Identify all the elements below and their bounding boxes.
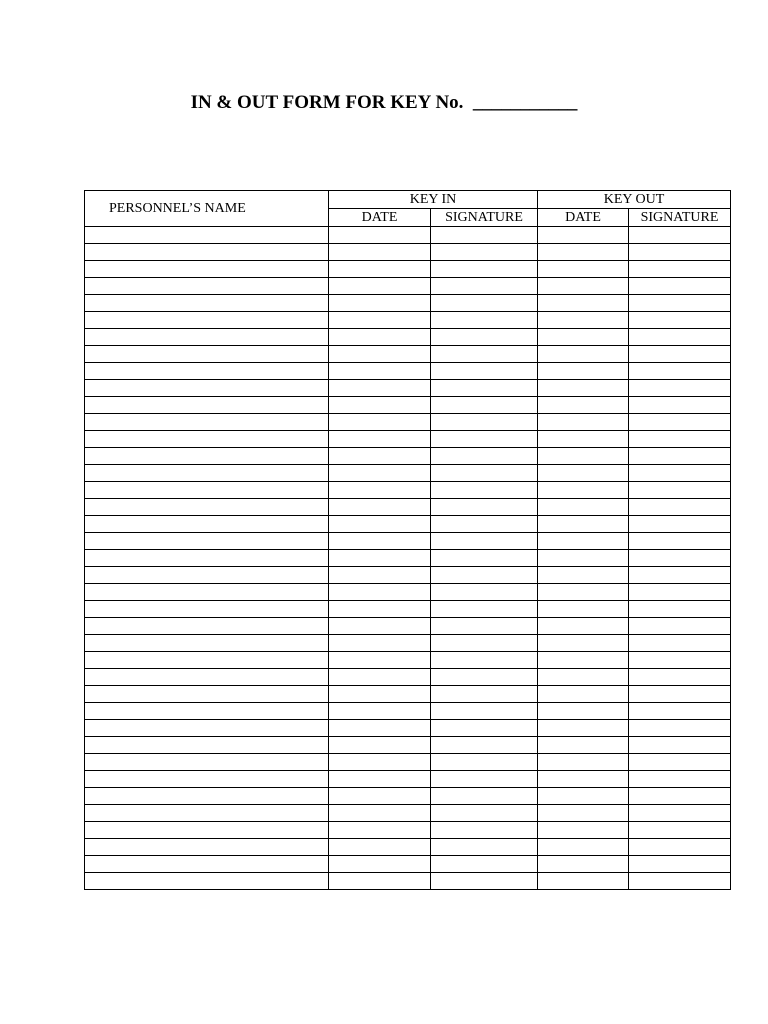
table-row [85,380,731,397]
key-in-signature-cell[interactable] [431,227,538,244]
personnel-name-cell[interactable] [85,839,329,856]
key-in-signature-cell[interactable] [431,635,538,652]
personnel-name-cell[interactable] [85,516,329,533]
key-in-signature-cell[interactable] [431,533,538,550]
key-out-signature-cell[interactable] [629,754,731,771]
key-out-date-cell[interactable] [538,839,629,856]
key-in-date-cell[interactable] [329,720,431,737]
table-row [85,516,731,533]
key-out-date-cell[interactable] [538,669,629,686]
personnel-name-cell[interactable] [85,686,329,703]
key-in-signature-cell[interactable] [431,465,538,482]
personnel-name-cell[interactable] [85,635,329,652]
key-in-signature-cell[interactable] [431,448,538,465]
personnel-name-cell[interactable] [85,261,329,278]
key-out-signature-cell[interactable] [629,278,731,295]
key-out-date-cell[interactable] [538,312,629,329]
key-in-date-cell[interactable] [329,601,431,618]
table-row [85,465,731,482]
key-in-date-cell[interactable] [329,618,431,635]
key-out-signature-cell[interactable] [629,601,731,618]
table-row [85,567,731,584]
table-row [85,227,731,244]
key-in-signature-cell[interactable] [431,244,538,261]
key-out-date-cell[interactable] [538,329,629,346]
personnel-name-cell[interactable] [85,822,329,839]
key-in-date-cell[interactable] [329,329,431,346]
key-in-date-cell[interactable] [329,397,431,414]
personnel-name-cell[interactable] [85,703,329,720]
table-row [85,584,731,601]
table-row [85,363,731,380]
table-row [85,499,731,516]
key-out-signature-cell[interactable] [629,482,731,499]
key-in-signature-cell[interactable] [431,771,538,788]
key-out-signature-cell[interactable] [629,244,731,261]
key-out-signature-cell[interactable] [629,465,731,482]
table-row [85,686,731,703]
key-in-signature-cell[interactable] [431,380,538,397]
key-in-date-cell[interactable] [329,839,431,856]
table-row [85,805,731,822]
table-row [85,346,731,363]
personnel-name-cell[interactable] [85,414,329,431]
key-out-signature-cell[interactable] [629,363,731,380]
personnel-name-cell[interactable] [85,601,329,618]
key-in-signature-cell[interactable] [431,346,538,363]
personnel-name-cell[interactable] [85,329,329,346]
personnel-name-cell[interactable] [85,278,329,295]
key-out-signature-cell[interactable] [629,380,731,397]
key-out-date-cell[interactable] [538,652,629,669]
key-in-signature-header: SIGNATURE [431,209,538,227]
key-out-signature-cell[interactable] [629,873,731,890]
key-out-signature-cell[interactable] [629,771,731,788]
personnel-name-cell[interactable] [85,567,329,584]
table-row [85,329,731,346]
key-out-date-cell[interactable] [538,737,629,754]
key-in-signature-cell[interactable] [431,261,538,278]
key-in-date-cell[interactable] [329,244,431,261]
key-in-signature-cell[interactable] [431,839,538,856]
key-out-date-cell[interactable] [538,465,629,482]
key-in-date-cell[interactable] [329,499,431,516]
key-in-signature-cell[interactable] [431,363,538,380]
key-out-signature-cell[interactable] [629,499,731,516]
key-in-date-cell[interactable] [329,856,431,873]
personnel-name-cell[interactable] [85,431,329,448]
key-in-signature-cell[interactable] [431,754,538,771]
key-in-signature-cell[interactable] [431,278,538,295]
personnel-name-cell[interactable] [85,312,329,329]
table-row [85,431,731,448]
key-out-signature-cell[interactable] [629,652,731,669]
key-in-date-cell[interactable] [329,567,431,584]
key-out-signature-cell[interactable] [629,584,731,601]
table-body [85,227,731,890]
key-in-signature-cell[interactable] [431,686,538,703]
key-in-date-cell[interactable] [329,261,431,278]
key-in-signature-cell[interactable] [431,414,538,431]
table-row [85,822,731,839]
table-row [85,754,731,771]
key-in-date-cell[interactable] [329,805,431,822]
key-out-signature-cell[interactable] [629,703,731,720]
key-in-header: KEY IN [329,191,538,209]
key-in-signature-cell[interactable] [431,737,538,754]
key-out-date-cell[interactable] [538,244,629,261]
key-in-date-cell[interactable] [329,669,431,686]
table-row [85,839,731,856]
personnel-name-cell[interactable] [85,465,329,482]
key-log-table [84,190,731,890]
key-in-date-cell[interactable] [329,737,431,754]
key-out-signature-cell[interactable] [629,839,731,856]
key-out-date-cell[interactable] [538,550,629,567]
table-row [85,244,731,261]
personnel-name-cell[interactable] [85,669,329,686]
key-out-signature-cell[interactable] [629,788,731,805]
personnel-name-cell[interactable] [85,754,329,771]
key-out-signature-cell[interactable] [629,329,731,346]
key-out-signature-cell[interactable] [629,805,731,822]
key-out-signature-cell[interactable] [629,635,731,652]
personnel-name-cell[interactable] [85,244,329,261]
key-out-date-cell[interactable] [538,754,629,771]
key-in-signature-cell[interactable] [431,550,538,567]
table-row [85,720,731,737]
key-out-signature-cell[interactable] [629,567,731,584]
key-in-date-cell[interactable] [329,295,431,312]
personnel-name-cell[interactable] [85,499,329,516]
table-row [85,261,731,278]
key-out-signature-header: SIGNATURE [629,209,731,227]
key-out-date-header: DATE [538,209,629,227]
key-out-date-cell[interactable] [538,380,629,397]
key-in-signature-cell[interactable] [431,329,538,346]
key-in-date-cell[interactable] [329,635,431,652]
key-out-date-cell[interactable] [538,363,629,380]
key-out-date-cell[interactable] [538,261,629,278]
key-out-date-cell[interactable] [538,584,629,601]
key-in-date-cell[interactable] [329,414,431,431]
key-in-signature-cell[interactable] [431,856,538,873]
personnel-name-cell[interactable] [85,805,329,822]
key-out-signature-cell[interactable] [629,312,731,329]
personnel-name-cell[interactable] [85,295,329,312]
key-in-signature-cell[interactable] [431,652,538,669]
key-out-signature-cell[interactable] [629,669,731,686]
key-out-date-cell[interactable] [538,635,629,652]
key-out-date-cell[interactable] [538,448,629,465]
key-in-date-cell[interactable] [329,346,431,363]
key-in-date-cell[interactable] [329,652,431,669]
personnel-name-cell[interactable] [85,788,329,805]
key-in-date-cell[interactable] [329,278,431,295]
key-out-date-cell[interactable] [538,788,629,805]
table-row [85,771,731,788]
key-out-date-cell[interactable] [538,533,629,550]
key-in-date-cell[interactable] [329,431,431,448]
page-title: IN & OUT FORM FOR KEY No. ___________ [190,92,578,113]
key-out-signature-cell[interactable] [629,550,731,567]
personnel-name-cell[interactable] [85,737,329,754]
table-row [85,414,731,431]
key-in-signature-cell[interactable] [431,601,538,618]
key-in-signature-cell[interactable] [431,822,538,839]
key-out-signature-cell[interactable] [629,414,731,431]
key-out-date-cell[interactable] [538,856,629,873]
personnel-name-cell[interactable] [85,380,329,397]
table-row [85,703,731,720]
key-in-date-cell[interactable] [329,584,431,601]
key-out-signature-cell[interactable] [629,448,731,465]
key-out-signature-cell[interactable] [629,618,731,635]
key-in-date-cell[interactable] [329,873,431,890]
personnel-name-cell[interactable] [85,533,329,550]
key-in-date-cell[interactable] [329,703,431,720]
table-row [85,737,731,754]
personnel-name-cell[interactable] [85,856,329,873]
key-in-signature-cell[interactable] [431,295,538,312]
key-out-signature-cell[interactable] [629,431,731,448]
key-in-signature-cell[interactable] [431,703,538,720]
key-out-date-cell[interactable] [538,686,629,703]
personnel-name-cell[interactable] [85,448,329,465]
key-in-date-cell[interactable] [329,788,431,805]
key-out-signature-cell[interactable] [629,686,731,703]
personnel-name-cell[interactable] [85,346,329,363]
key-out-date-cell[interactable] [538,822,629,839]
key-in-signature-cell[interactable] [431,516,538,533]
table-row [85,397,731,414]
key-out-signature-cell[interactable] [629,737,731,754]
personnel-name-cell[interactable] [85,397,329,414]
personnel-name-cell[interactable] [85,227,329,244]
key-in-date-cell[interactable] [329,312,431,329]
key-in-date-cell[interactable] [329,686,431,703]
key-out-date-cell[interactable] [538,771,629,788]
table-row [85,635,731,652]
key-in-date-cell[interactable] [329,822,431,839]
key-in-date-cell[interactable] [329,465,431,482]
key-out-date-cell[interactable] [538,414,629,431]
key-in-signature-cell[interactable] [431,397,538,414]
personnel-name-header: PERSONNEL’S NAME [85,191,329,227]
key-out-signature-cell[interactable] [629,822,731,839]
table-row [85,669,731,686]
key-in-signature-cell[interactable] [431,584,538,601]
key-out-signature-cell[interactable] [629,295,731,312]
key-out-date-cell[interactable] [538,601,629,618]
table-row [85,295,731,312]
key-out-signature-cell[interactable] [629,397,731,414]
key-out-date-cell[interactable] [538,227,629,244]
key-out-date-cell[interactable] [538,618,629,635]
key-out-signature-cell[interactable] [629,856,731,873]
key-out-header: KEY OUT [538,191,731,209]
key-out-date-cell[interactable] [538,873,629,890]
table-row [85,652,731,669]
personnel-name-cell[interactable] [85,771,329,788]
key-in-signature-cell[interactable] [431,873,538,890]
key-in-date-cell[interactable] [329,533,431,550]
key-in-date-cell[interactable] [329,550,431,567]
personnel-name-cell[interactable] [85,618,329,635]
table-row [85,550,731,567]
key-in-date-cell[interactable] [329,771,431,788]
table-row [85,873,731,890]
key-out-signature-cell[interactable] [629,516,731,533]
personnel-name-cell[interactable] [85,550,329,567]
key-out-signature-cell[interactable] [629,261,731,278]
key-out-date-cell[interactable] [538,516,629,533]
key-in-date-header: DATE [329,209,431,227]
table-row [85,482,731,499]
personnel-name-cell[interactable] [85,652,329,669]
table-row [85,856,731,873]
table-row [85,601,731,618]
key-in-date-cell[interactable] [329,754,431,771]
table-row [85,533,731,550]
table-row [85,448,731,465]
personnel-name-cell[interactable] [85,720,329,737]
key-in-date-cell[interactable] [329,227,431,244]
personnel-name-cell[interactable] [85,873,329,890]
key-in-signature-cell[interactable] [431,788,538,805]
key-in-date-cell[interactable] [329,380,431,397]
header-row-groups [85,191,731,209]
table-header [85,191,731,227]
key-out-signature-cell[interactable] [629,227,731,244]
key-out-signature-cell[interactable] [629,533,731,550]
table-row [85,618,731,635]
personnel-name-cell[interactable] [85,482,329,499]
key-in-signature-cell[interactable] [431,431,538,448]
key-out-date-cell[interactable] [538,346,629,363]
key-in-date-cell[interactable] [329,448,431,465]
key-out-date-cell[interactable] [538,567,629,584]
personnel-name-cell[interactable] [85,363,329,380]
key-in-signature-cell[interactable] [431,618,538,635]
key-out-date-cell[interactable] [538,397,629,414]
key-in-signature-cell[interactable] [431,499,538,516]
key-out-date-cell[interactable] [538,720,629,737]
key-in-date-cell[interactable] [329,363,431,380]
key-in-date-cell[interactable] [329,516,431,533]
key-in-signature-cell[interactable] [431,669,538,686]
key-out-date-cell[interactable] [538,482,629,499]
key-in-signature-cell[interactable] [431,312,538,329]
key-out-date-cell[interactable] [538,499,629,516]
key-in-signature-cell[interactable] [431,805,538,822]
key-out-date-cell[interactable] [538,703,629,720]
key-out-date-cell[interactable] [538,295,629,312]
key-out-signature-cell[interactable] [629,346,731,363]
key-out-date-cell[interactable] [538,805,629,822]
personnel-name-cell[interactable] [85,584,329,601]
key-out-signature-cell[interactable] [629,720,731,737]
table-row [85,788,731,805]
key-in-signature-cell[interactable] [431,720,538,737]
table-row [85,278,731,295]
key-in-signature-cell[interactable] [431,567,538,584]
key-in-signature-cell[interactable] [431,482,538,499]
table-row [85,312,731,329]
key-out-date-cell[interactable] [538,278,629,295]
key-out-date-cell[interactable] [538,431,629,448]
key-in-date-cell[interactable] [329,482,431,499]
